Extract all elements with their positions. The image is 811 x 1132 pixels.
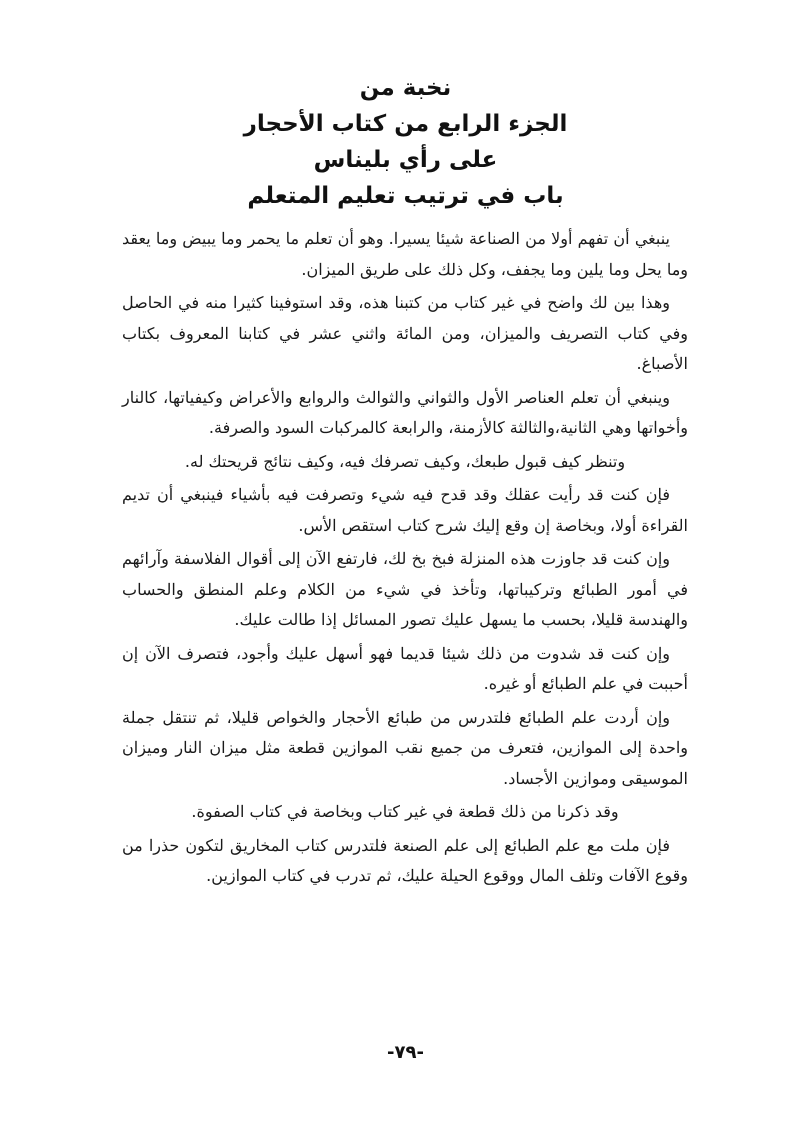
chapter-heading [0, 70, 811, 214]
paragraph: وإن أردت علم الطبائع فلتدرس من طبائع الأحجار والخواص قليلا، ثم تنتقل جملة واحدة إلى الموازين، فتعرف من جميع نقب الموازين قطعة مثل ميزان النار وميزان الموسيقى وموازين الأجساد. [122, 707, 688, 788]
paragraph: فإن ملت مع علم الطبائع إلى علم الصنعة فلتدرس كتاب المخاريق لتكون حذرا من وقوع الآفات وتلف المال ووقوع الحيلة عليك، ثم تدرب في كتاب الموازين. [122, 835, 688, 885]
heading-line-4: باب في ترتيب تعليم المتعلم [247, 183, 564, 209]
paragraph: وقد ذكرنا من ذلك قطعة في غير كتاب وبخاصة في كتاب الصفوة. [191, 802, 619, 821]
paragraph: وهذا بين لك واضح في غير كتاب من كتبنا هذه، وقد استوفينا كثيرا منه في الحاصل وفي كتاب التصريف والميزان، ومن المائة واثني عشر في كتابنا المعروف بكتاب الأصباغ. [122, 293, 688, 373]
paragraph: فإن كنت قد رأيت عقلك وقد قدح فيه شيء وتصرفت فيه بأشياء فينبغي أن تديم القراءة أولا، وبخاصة إن وقع إليك شرح كتاب استقص الأس. [122, 485, 688, 535]
paragraph: وإن كنت قد جاوزت هذه المنزلة فبخ بخ لك، فارتفع الآن إلى أقوال الفلاسفة وآرائهم في أمور الطبائع وتركيباتها، وتأخذ في شيء من الكلام وعلم المنطق والحساب والهندسة قليلا، بحسب ما يسهل عليك تصور المسائل إذا طالت عليك. [122, 549, 688, 629]
heading-line-2: الجزء الرابع من كتاب الأحجار [243, 111, 568, 137]
paragraph: ينبغي أن تفهم أولا من الصناعة شيئا يسيرا. وهو أن تعلم ما يحمر وما يبيض وما يعقد وما يحل وما يلين وما يجفف، وكل ذلك على طريق الميزان. [122, 229, 688, 279]
heading-line-3: على رأي بليناس [313, 147, 498, 173]
heading-line-1: نخبة من [359, 75, 452, 101]
paragraph: وينبغي أن تعلم العناصر الأول والثواني والثوالث والروابع والأعراض وكيفياتها، كالنار وأخواتها وهي الثانية،والثالثة كالأزمنة، والرابعة كالمركبات السود والصرفة. [122, 387, 688, 437]
body-text [122, 224, 688, 895]
paragraph: وإن كنت قد شدوت من ذلك شيئا قديما فهو أسهل عليك وأجود، فتصرف الآن إن أحببت في علم الطبائع أو غيره. [122, 643, 688, 693]
page-number: -٧٩- [387, 1042, 424, 1063]
paragraph: وتنظر كيف قبول طبعك، وكيف تصرفك فيه، وكيف نتائج قريحتك له. [184, 451, 626, 471]
